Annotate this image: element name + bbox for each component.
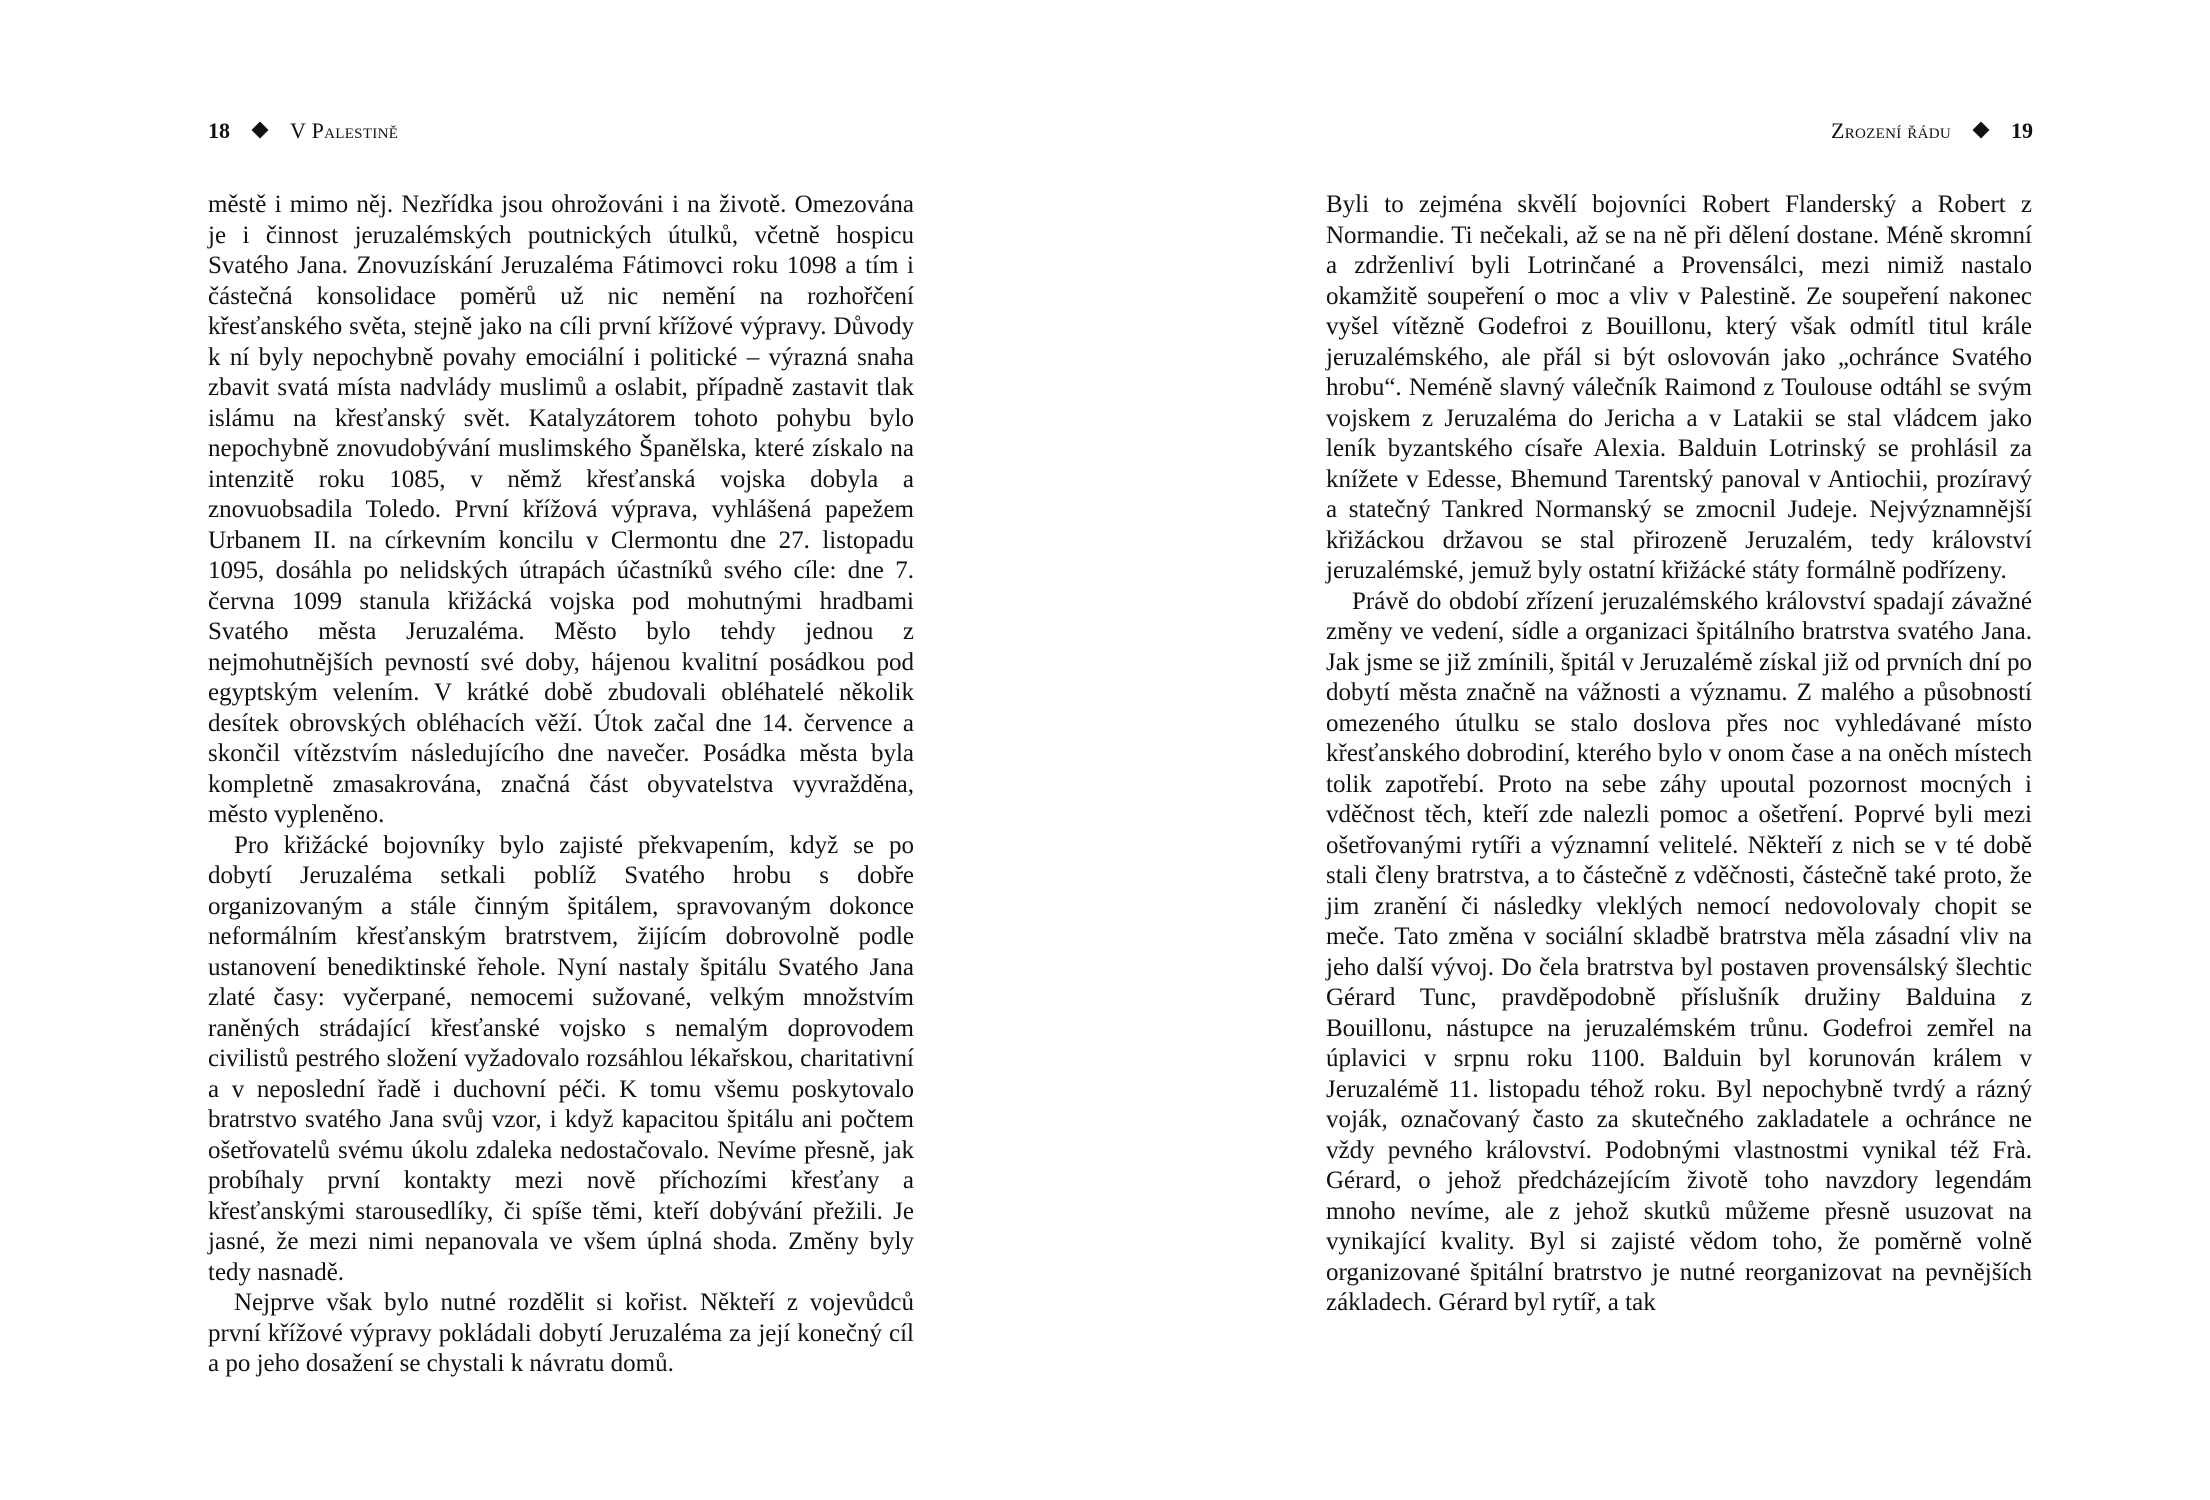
page-number: 19: [2011, 118, 2033, 143]
running-head-left: [208, 116, 398, 146]
running-head-title: Zrození řádu: [1830, 118, 1951, 143]
page-number: 18: [208, 118, 230, 143]
diamond-icon: [1973, 122, 1990, 139]
diamond-icon: [252, 122, 269, 139]
paragraph: městě i mimo něj. Nezřídka jsou ohrožováni i na životě. Omezována je i činnost jeruzalémských poutnických útulků, včetně hospicu Svatého Jana. Znovuzískání Jeruzaléma Fátimovci roku 1098 a tím i částečná konsolidace poměrů už nic nemění na rozhořčení křesťanského světa, stejně jako na cíli první křížové výpravy. Důvody k ní byly nepochybně povahy emociální i politické – výrazná snaha zbavit svatá místa nadvlády muslimů a oslabit, případně zastavit tlak islámu na křesťanský svět. Katalyzátorem tohoto pohybu bylo nepochybně znovudobývání muslimského Španělska, které získalo na intenzitě roku 1085, v němž křesťanská vojska dobyla a znovuobsadila Toledo. První křížová výprava, vyhlášená papežem Urbanem II. na církevním koncilu v Clermontu dne 27. listopadu 1095, dosáhla po nelidských útrapách účastníků svého cíle: dne 7. června 1099 stanula křižácká vojska pod mohutnými hradbami Svatého města Jeruzaléma. Město bylo tehdy jednou z nejmohutnějších pevností své doby, hájenou kvalitní posádkou pod egyptským velením. V krátké době zbudovali obléhatelé několik desítek obrovských obléhacích věží. Útok začal dne 14. července a skončil vítězstvím následujícího dne navečer. Posádka města byla kompletně zmasakrována, značná část obyvatelstva vyvražděna, město vypleněno.: [208, 191, 914, 828]
running-head-title: V Palestině: [290, 118, 399, 143]
body-text-right: [1326, 190, 2032, 1319]
paragraph: Pro křižácké bojovníky bylo zajisté překvapením, když se po dobytí Jeruzaléma setkali poblíž Svatého hrobu s dobře organizovaným a stále činným špitálem, spravovaným dokonce neformálním křesťanským bratrstvem, žijícím dobrovolně podle ustanovení benediktinské řehole. Nyní nastaly špitálu Svatého Jana zlaté časy: vyčerpané, nemocemi sužované, velkým množstvím raněných strádající křesťanské vojsko s nemalým doprovodem civilistů pestrého složení vyžadovalo rozsáhlou lékařskou, charitativní a v neposlední řadě i duchovní péči. K tomu všemu poskytovalo bratrstvo svatého Jana svůj vzor, i když kapacitou špitálu ani počtem ošetřovatelů svému úkolu zdaleka nedostačovalo. Nevíme přesně, jak probíhaly první kontakty mezi nově příchozími křesťany a křesťanskými starousedlíky, či spíše těmi, kteří dobývání přežili. Je jasné, že mezi nimi nepanovala ve všem úplná shoda. Změny byly tedy nasnadě.: [208, 831, 914, 1286]
running-head-right: [1831, 116, 2033, 146]
paragraph: Nejprve však bylo nutné rozdělit si kořist. Někteří z vojevůdců první křížové výpravy pokládali dobytí Jeruzaléma za její konečný cíl a po jeho dosažení se chystali k návratu domů.: [208, 1289, 914, 1377]
paragraph: Právě do období zřízení jeruzalémského království spadají závažné změny ve vedení, sídle a organizaci špitálního bratrstva svatého Jana. Jak jsme se již zmínili, špitál v Jeruzalémě získal již od prvních dní po dobytí města značně na vážnosti a významu. Z malého a působností omezeného útulku se stalo doslova přes noc vyhledávané místo křesťanského dobrodiní, kterého bylo v onom čase a na oněch místech tolik zapotřebí. Proto na sebe záhy upoutal pozornost mocných i vděčnost těch, kteří zde nalezli pomoc a ošetření. Poprvé byli mezi ošetřovanými rytíři a významní velitelé. Někteří z nich se v té době stali členy bratrstva, a to částečně z vděčnosti, částečně také proto, že jim zranění či následky vleklých nemocí nedovolovaly chopit se meče. Tato změna v sociální skladbě bratrstva měla zásadní vliv na jeho další vývoj. Do čela bratrstva byl postaven provensálský šlechtic Gérard Tunc, pravděpodobně příslušník družiny Balduina z Bouillonu, nástupce na jeruzalémském trůnu. Godefroi zemřel na úplavici v srpnu roku 1100. Balduin byl korunován králem v Jeruzalémě 11. listopadu téhož roku. Byl nepochybně tvrdý a rázný voják, označovaný často za skutečného zakladatele a ochránce ne vždy pevného království. Podobnými vlastnostmi vynikal též Frà. Gérard, o jehož předcházejícím životě toho navzdory legendám mnoho nevíme, ale z jehož skutků můžeme přesně usuzovat na vynikající kvality. Byl si zajisté vědom toho, že poměrně volně organizované špitální bratrstvo je nutné reorganizovat na pevnějších základech. Gérard byl rytíř, a tak: [1326, 587, 2032, 1316]
body-text-left: [208, 190, 914, 1380]
paragraph: Byli to zejména skvělí bojovníci Robert Flanderský a Robert z Normandie. Ti nečekali, až se na ně při dělení dostane. Méně skromní a zdrženliví byli Lotrinčané a Provensálci, mezi nimiž nastalo okamžitě soupeření o moc a vliv v Palestině. Ze soupeření nakonec vyšel vítězně Godefroi z Bouillonu, který však odmítl titul krále jeruzalémského, ale přál si být oslovován jako „ochránce Svatého hrobu“. Neméně slavný válečník Raimond z Toulouse odtáhl se svým vojskem z Jeruzaléma do Jericha a v Latakii se stal vládcem jako leník byzantského císaře Alexia. Balduin Lotrinský se prohlásil za knížete v Edesse, Bhemund Tarentský panoval v Antiochii, prozíravý a statečný Tankred Normanský se zmocnil Judeje. Nejvýznamnější křižáckou državou se stal přirozeně Jeruzalém, tedy království jeruzalémské, jemuž byly ostatní křižácké státy formálně podřízeny.: [1326, 191, 2032, 584]
right-page: [1105, 0, 2210, 1500]
